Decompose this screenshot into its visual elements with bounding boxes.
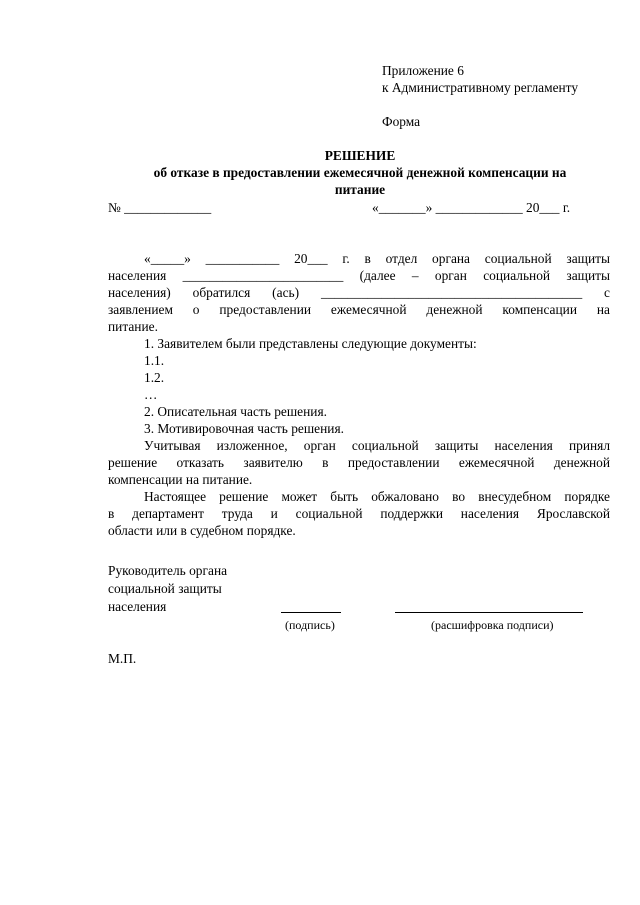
title-main: РЕШЕНИЕ xyxy=(324,148,396,163)
document-title xyxy=(100,147,620,198)
decision-line-1: Учитывая изложенное, орган социальной защиты населения принял xyxy=(144,438,610,453)
decision-line-2: решение отказать заявителю в предоставлении ежемесячной денежной xyxy=(108,455,610,470)
signature-line xyxy=(281,612,341,613)
decision-line-3: компенсации на питание. xyxy=(108,472,253,487)
form-label: Форма xyxy=(382,114,421,129)
intro-line-1: «_____» ___________ 20___ г. в отдел органа социальной защиты xyxy=(144,251,610,266)
list-item-2: 2. Описательная часть решения. xyxy=(144,404,327,419)
appendix-header xyxy=(382,62,578,96)
decision-date-field: «_______» _____________ 20___ г. xyxy=(372,200,571,215)
list-ellipsis: … xyxy=(144,387,158,402)
signatory-line-1: Руководитель органа xyxy=(108,563,228,578)
intro-line-4: заявлением о предоставлении ежемесячной денежной компенсации на xyxy=(108,302,610,317)
appeal-line-3: области или в судебном порядке. xyxy=(108,523,296,538)
decision-number-field: № _____________ xyxy=(108,200,212,215)
signatory-line-3: населения xyxy=(108,599,167,614)
title-sub-line2: питание xyxy=(334,182,386,197)
appeal-line-1: Настоящее решение может быть обжаловано во внесудебном порядке xyxy=(144,489,610,504)
signature-decode-caption: (расшифровка подписи) xyxy=(431,618,554,632)
list-item-1: 1. Заявителем были представлены следующие документы: xyxy=(144,336,477,351)
intro-line-5: питание. xyxy=(108,319,158,334)
intro-line-2: населения ________________________ (далее – орган социальной защиты xyxy=(108,268,610,283)
intro-line-3: населения) обратился (ась) _______________________________________ с xyxy=(108,285,610,300)
appendix-number: Приложение 6 xyxy=(382,63,464,78)
list-item-1-2: 1.2. xyxy=(144,370,165,385)
stamp-place-label: М.П. xyxy=(108,651,137,666)
list-item-3: 3. Мотивировочная часть решения. xyxy=(144,421,344,436)
signatory-line-2: социальной защиты xyxy=(108,581,222,596)
signatory-block xyxy=(108,562,227,616)
signature-caption: (подпись) xyxy=(285,618,335,632)
document-body xyxy=(108,250,610,539)
appeal-line-2: в департамент труда и социальной поддержки населения Ярославской xyxy=(108,506,610,521)
list-item-1-1: 1.1. xyxy=(144,353,165,368)
signature-decode-line xyxy=(395,612,583,613)
title-sub-line1: об отказе в предоставлении ежемесячной денежной компенсации на xyxy=(153,165,567,180)
appendix-reference: к Административному регламенту xyxy=(382,80,579,95)
